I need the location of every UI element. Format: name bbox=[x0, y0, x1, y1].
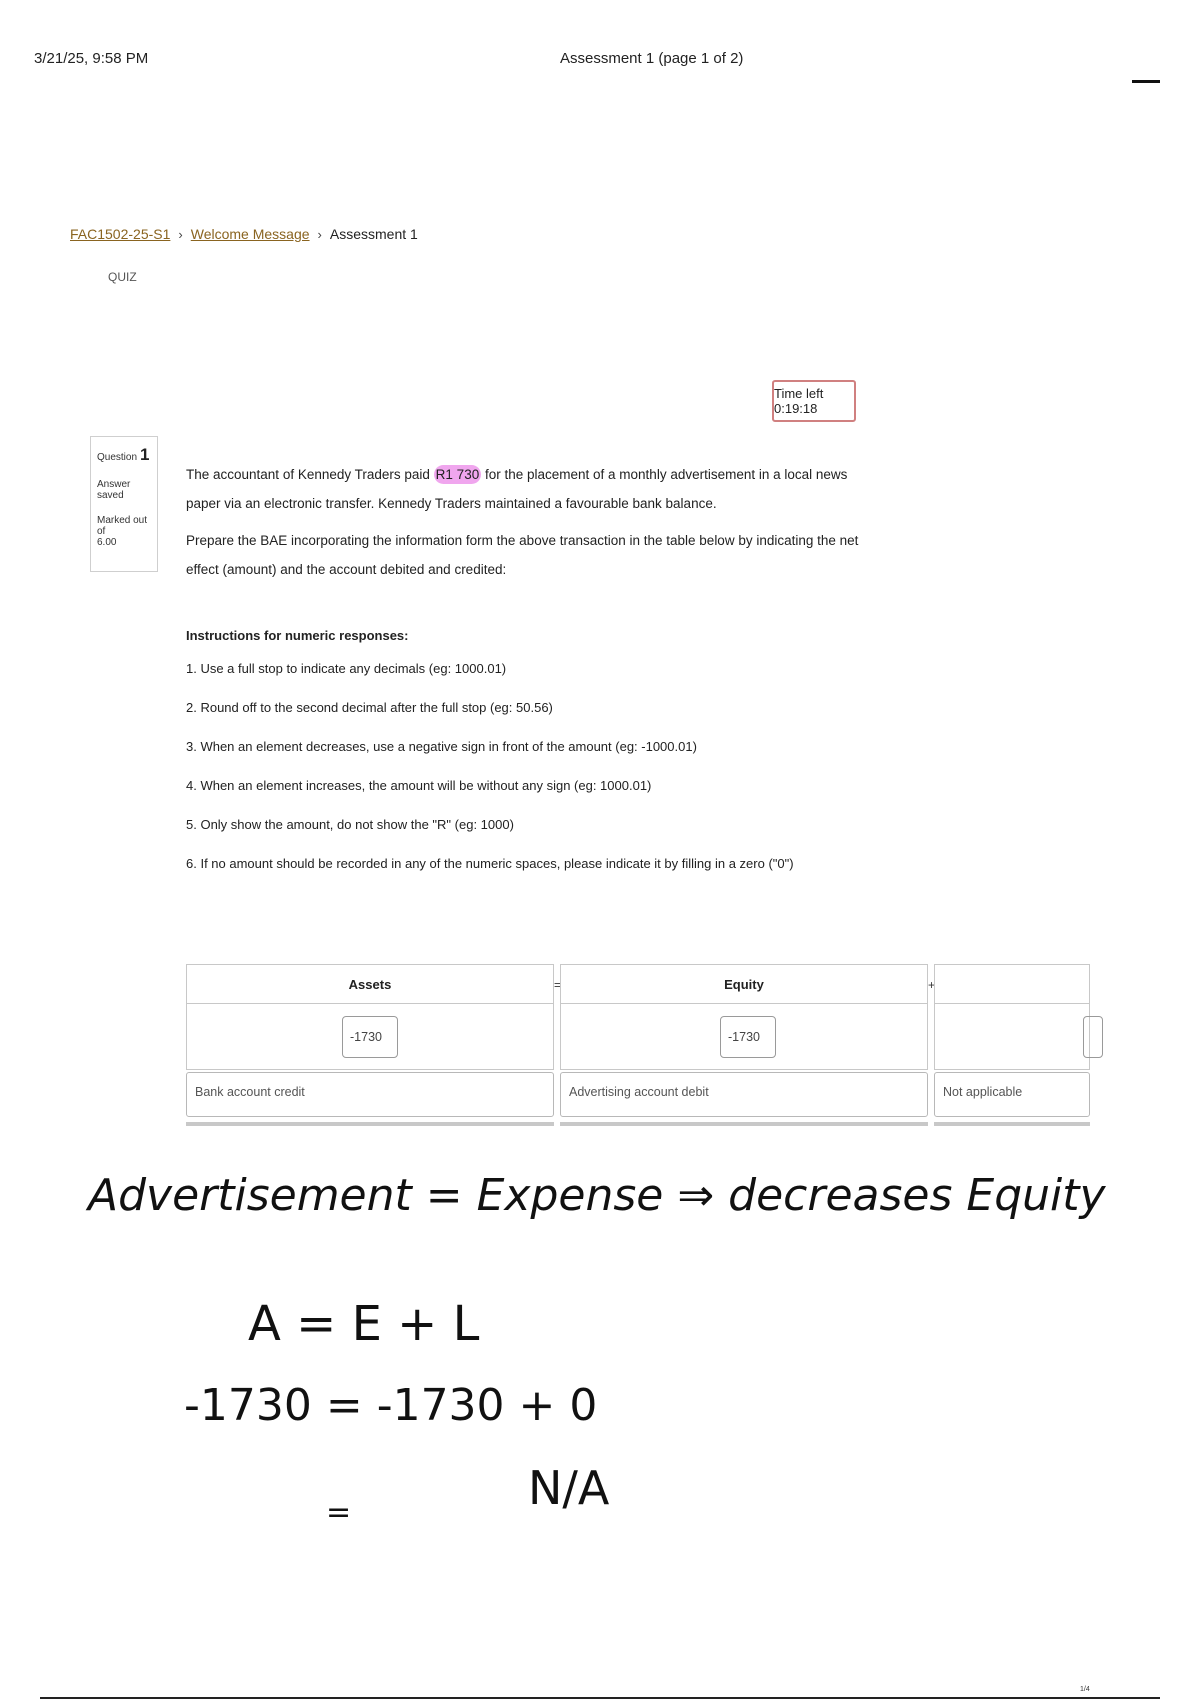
note-line-na: N/A bbox=[528, 1461, 610, 1515]
liabilities-account-select[interactable]: Not applicable bbox=[934, 1072, 1090, 1117]
time-left-timer: Time left 0:19:18 bbox=[772, 380, 856, 422]
breadcrumb bbox=[70, 226, 418, 242]
chevron-right-icon: › bbox=[317, 226, 322, 242]
breadcrumb-course-link[interactable]: FAC1502-25-S1 bbox=[70, 226, 171, 242]
note-line-values: -1730 = -1730 + 0 bbox=[184, 1380, 598, 1431]
note-line-equals: = bbox=[326, 1495, 352, 1530]
assets-header: Assets bbox=[186, 964, 554, 1004]
print-page-title: Assessment 1 (page 1 of 2) bbox=[560, 50, 744, 67]
breadcrumb-current: Assessment 1 bbox=[329, 226, 418, 242]
assets-column bbox=[186, 964, 554, 1129]
note-line-equation: A = E + L bbox=[248, 1296, 480, 1352]
page-counter: 1/4 bbox=[1080, 1686, 1090, 1693]
instruction-item: 1. Use a full stop to indicate any decimals (eg: 1000.01) bbox=[186, 661, 507, 676]
marked-out-of-label: Marked out of bbox=[97, 515, 148, 537]
equity-account-select[interactable]: Advertising account debit bbox=[560, 1072, 928, 1117]
liabilities-column bbox=[934, 964, 1090, 1129]
instruction-item: 3. When an element decreases, use a negative sign in front of the amount (eg: -1000.01) bbox=[186, 739, 697, 754]
question-label: Question bbox=[97, 452, 138, 463]
quiz-label: QUIZ bbox=[108, 270, 137, 284]
instruction-item: 2. Round off to the second decimal after the full stop (eg: 50.56) bbox=[186, 700, 553, 715]
equity-amount-input[interactable]: -1730 bbox=[720, 1016, 776, 1058]
assets-account-select[interactable]: Bank account credit bbox=[186, 1072, 554, 1117]
minimize-icon[interactable] bbox=[1132, 80, 1160, 83]
plus-operator: + bbox=[928, 978, 936, 992]
liabilities-amount-input[interactable] bbox=[1083, 1016, 1103, 1058]
instruction-item: 5. Only show the amount, do not show the "R" (eg: 1000) bbox=[186, 817, 514, 832]
instruction-item: 6. If no amount should be recorded in any of the numeric spaces, please indicate it by filling in a zero ("0") bbox=[186, 856, 794, 871]
bae-table bbox=[186, 964, 1090, 1132]
breadcrumb-welcome-link[interactable]: Welcome Message bbox=[190, 226, 310, 242]
equity-header: Equity bbox=[560, 964, 928, 1004]
equals-operator: = bbox=[554, 978, 562, 992]
chevron-right-icon: › bbox=[178, 226, 183, 242]
equity-column bbox=[560, 964, 928, 1129]
question-text bbox=[186, 460, 866, 584]
highlighted-amount: R1 730 bbox=[435, 467, 480, 482]
question-info-panel bbox=[90, 436, 158, 572]
assets-amount-input[interactable]: -1730 bbox=[342, 1016, 398, 1058]
question-scenario: The accountant of Kennedy Traders paid R1 730 for the placement of a monthly advertisement in a local news paper via an electronic transfer. Kennedy Traders maintained a favourable bank balance. bbox=[186, 467, 848, 511]
question-marks: 6.00 bbox=[97, 537, 117, 548]
note-line-expense: Advertisement = Expense ⇒ decreases Equity bbox=[88, 1170, 1106, 1221]
question-number: 1 bbox=[140, 445, 150, 464]
answer-status: Answer saved bbox=[97, 479, 131, 501]
instructions-heading: Instructions for numeric responses: bbox=[186, 628, 409, 643]
instruction-item: 4. When an element increases, the amount will be without any sign (eg: 1000.01) bbox=[186, 778, 652, 793]
numeric-instructions bbox=[186, 628, 794, 893]
liabilities-header bbox=[934, 964, 1090, 1004]
footer-divider bbox=[40, 1697, 1160, 1699]
question-prompt: Prepare the BAE incorporating the information form the above transaction in the table below by indicating the net effect (amount) and the account debited and credited: bbox=[186, 533, 859, 577]
print-datetime: 3/21/25, 9:58 PM bbox=[34, 50, 149, 67]
